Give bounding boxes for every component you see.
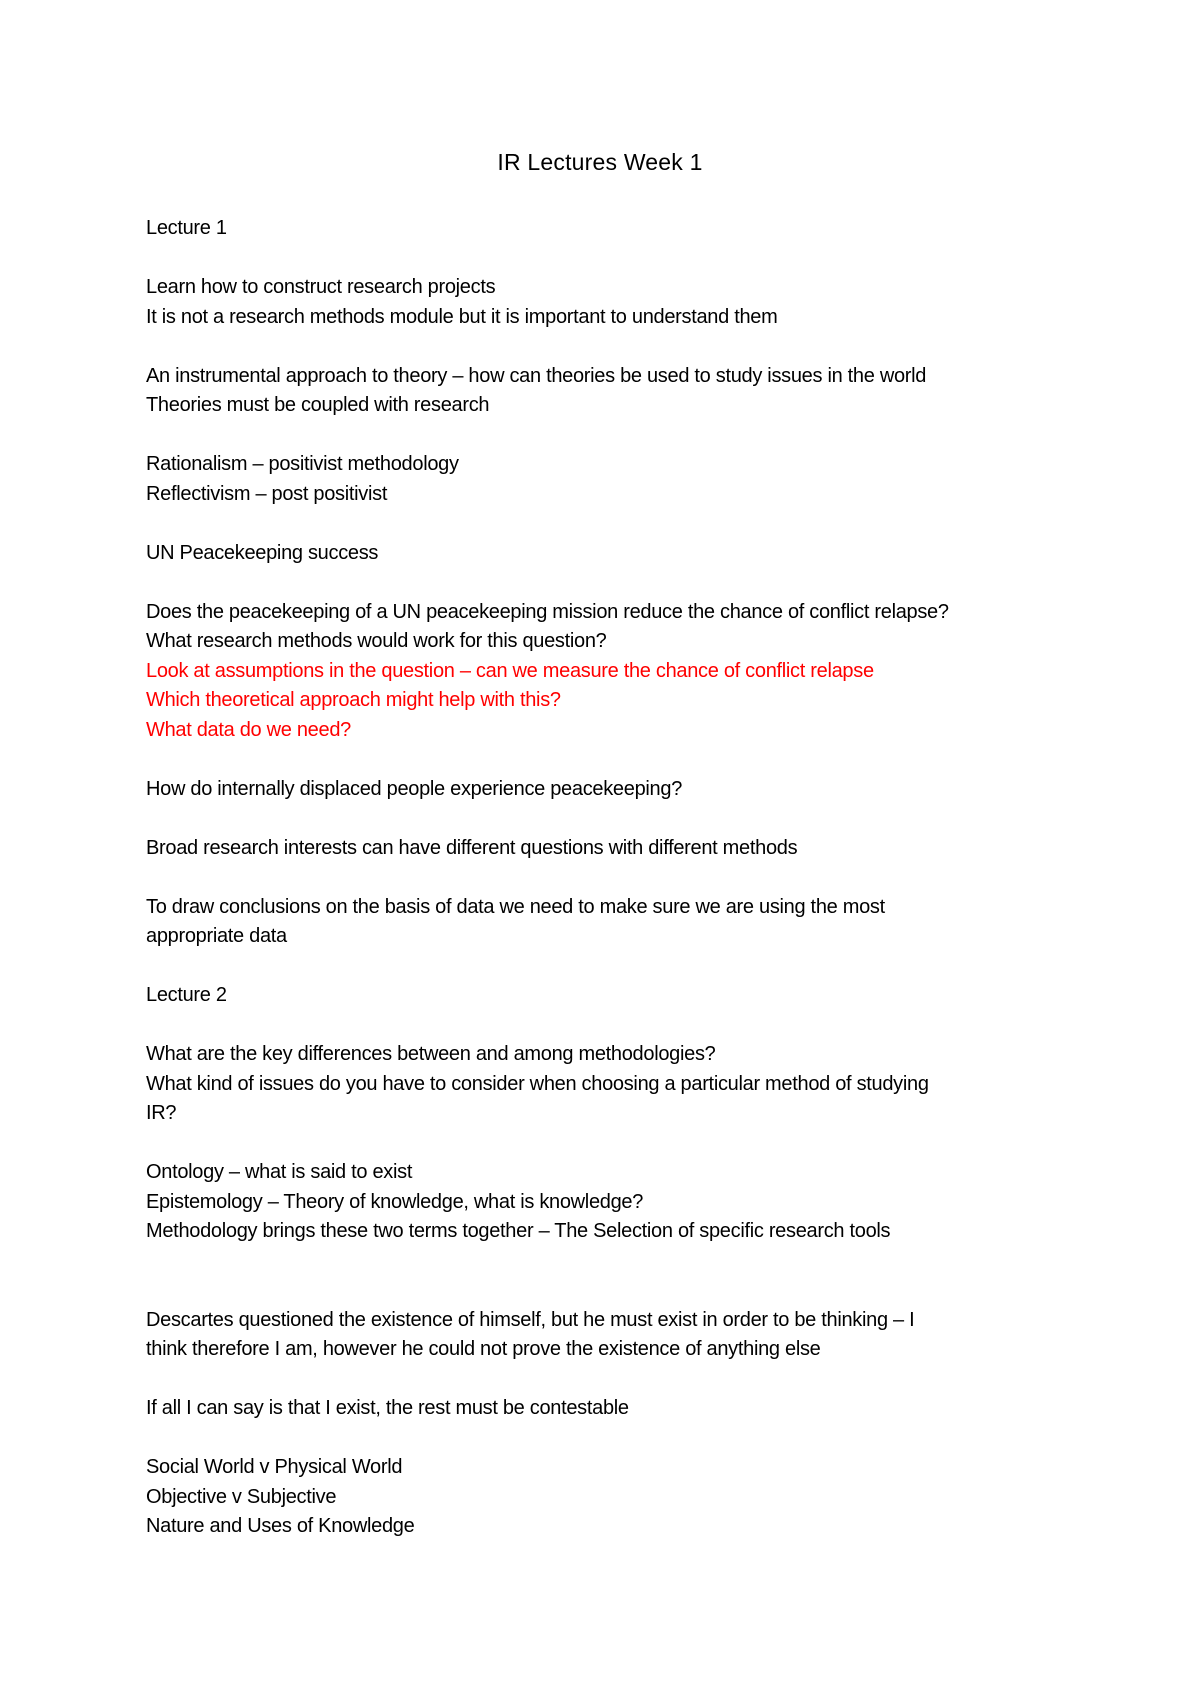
- text-line: Rationalism – positivist methodology: [146, 453, 459, 475]
- text-line: Social World v Physical World: [146, 1456, 403, 1478]
- paragraph-lecture-1-heading: [146, 214, 1076, 244]
- text-line: To draw conclusions on the basis of data we need to make sure we are using the most: [146, 895, 885, 918]
- text-line: What are the key differences between and among methodologies?: [146, 1043, 716, 1065]
- paragraph-intro: [146, 273, 1076, 332]
- text-line: Learn how to construct research projects: [146, 276, 496, 298]
- document-body: [146, 214, 1076, 1571]
- paragraph-un-peacekeeping: [146, 539, 1076, 569]
- paragraph-ontology: [146, 1158, 1076, 1247]
- text-line: Objective v Subjective: [146, 1485, 337, 1508]
- paragraph-instrumental-approach: [146, 362, 1076, 421]
- paragraph-contestable: [146, 1394, 1076, 1424]
- paragraph-conclusions: [146, 893, 1076, 952]
- text-line: An instrumental approach to theory – how can theories be used to study issues in the world: [146, 364, 927, 387]
- paragraph-descartes: [146, 1306, 1076, 1365]
- text-line: Theories must be coupled with research: [146, 394, 490, 416]
- lecture-heading: Lecture 1: [146, 217, 227, 239]
- text-line: IR?: [146, 1102, 177, 1124]
- text-line: think therefore I am, however he could not prove the existence of anything else: [146, 1338, 821, 1360]
- document-title: IR Lectures Week 1: [497, 149, 703, 175]
- text-line: It is not a research methods module but it is important to understand them: [146, 305, 778, 328]
- paragraph-rationalism: [146, 450, 1076, 509]
- lecture-heading: Lecture 2: [146, 984, 227, 1006]
- text-line: appropriate data: [146, 925, 287, 947]
- text-line: Broad research interests can have different questions with different methods: [146, 836, 798, 859]
- paragraph-world-types: [146, 1453, 1076, 1542]
- text-line: Does the peacekeeping of a UN peacekeeping mission reduce the chance of conflict relapse?: [146, 600, 949, 623]
- text-line: Epistemology – Theory of knowledge, what is knowledge?: [146, 1190, 644, 1213]
- text-line: What kind of issues do you have to consider when choosing a particular method of studying: [146, 1072, 929, 1095]
- paragraph-displaced-people: [146, 775, 1076, 805]
- text-line: Descartes questioned the existence of himself, but he must exist in order to be thinking – I: [146, 1308, 915, 1331]
- paragraph-key-differences: [146, 1040, 1076, 1129]
- text-line: UN Peacekeeping success: [146, 541, 379, 564]
- highlighted-line: Look at assumptions in the question – can we measure the chance of conflict relapse: [146, 659, 874, 682]
- text-line: Nature and Uses of Knowledge: [146, 1515, 415, 1537]
- paragraph-peacekeeping-question: [146, 598, 1076, 746]
- text-line: How do internally displaced people experience peacekeeping?: [146, 777, 683, 800]
- text-line: If all I can say is that I exist, the rest must be contestable: [146, 1397, 629, 1419]
- text-line: Ontology – what is said to exist: [146, 1161, 413, 1183]
- paragraph-lecture-2-heading: [146, 981, 1076, 1011]
- paragraph-broad-interests: [146, 834, 1076, 864]
- highlighted-line: What data do we need?: [146, 718, 351, 741]
- text-line: Methodology brings these two terms together – The Selection of specific research tools: [146, 1220, 891, 1242]
- text-line: Reflectivism – post positivist: [146, 482, 388, 505]
- highlighted-line: Which theoretical approach might help with this?: [146, 689, 561, 711]
- text-line: What research methods would work for this question?: [146, 630, 607, 652]
